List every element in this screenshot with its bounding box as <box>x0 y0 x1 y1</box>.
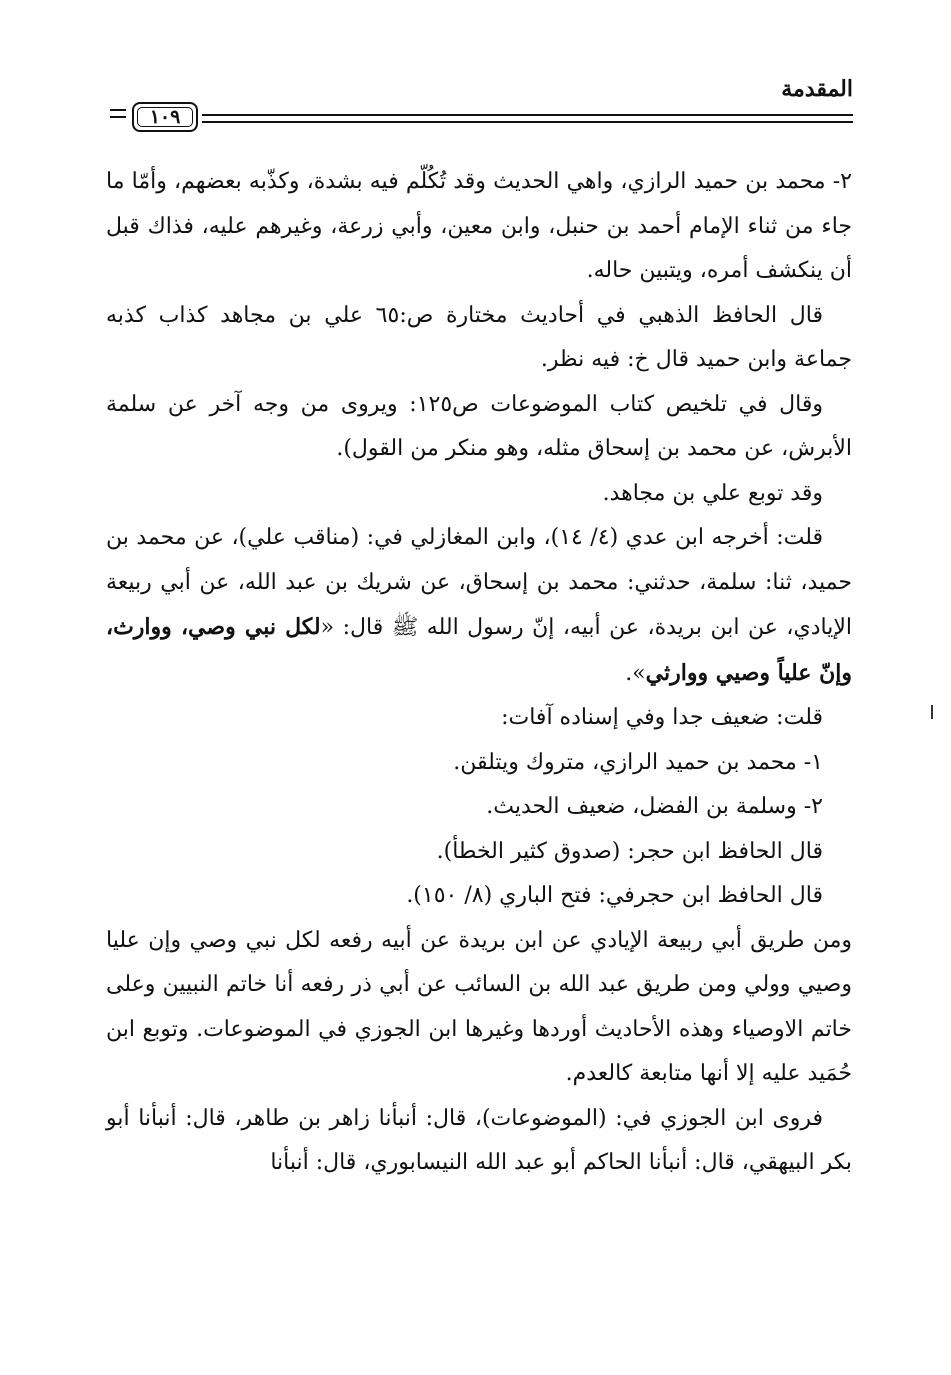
paragraph: فروى ابن الجوزي في: (الموضوعات)، قال: أنبأنا زاهر بن طاهر، قال: أنبأنا أبو بكر البيهقي، قال: أنبأنا الحاكم أبو عبد الله النيسابوري، قال: أنبأنا <box>106 1105 852 1175</box>
header-rule <box>202 121 853 123</box>
paragraph: قال الحافظ الذهبي في أحاديث مختارة ص:٦٥ علي بن مجاهد كذاب كذبه جماعة وابن حميد قال خ: فيه نظر. <box>106 302 852 372</box>
paragraph: وقد توبع علي بن مجاهد. <box>602 480 823 506</box>
section-title: المقدمة <box>781 76 853 102</box>
paragraph: قال الحافظ ابن حجرفي: فتح الباري (٨/ ١٥٠). <box>406 883 823 908</box>
header-ornament <box>110 109 126 111</box>
list-item: ١- محمد بن حميد الرازي، متروك ويتلقن. <box>453 749 823 775</box>
margin-mark <box>931 705 933 719</box>
paragraph: ٢- محمد بن حميد الرازي، واهي الحديث وقد تُكُلّم فيه بشدة، وكذّبه بعضهم، وأمّا ما جاء من ثناء الإمام أحمد بن حنبل، وابن معين، وأبي زرعة، وغيرهم عليه، فذاك قبل أن ينكشف أمره، ويتبين حاله. <box>106 169 852 283</box>
paragraph-text: ». <box>625 660 646 686</box>
paragraph: قلت: ضعيف جدا وفي إسناده آفات: <box>501 705 823 730</box>
page-header <box>108 74 853 134</box>
paragraph: وقال في تلخيص كتاب الموضوعات ص١٢٥: ويروى من وجه آخر عن سلمة الأبرش، عن محمد بن إسحاق مثله، وهو منكر من القول). <box>106 391 852 461</box>
paragraph: ومن طريق أبي ربيعة الإيادي عن ابن بريدة عن أبيه رفعه لكل نبي وصي وإن عليا وصيي وولي ومن طريق عبد الله بن السائب عن أبي ذر رفعه أنا خاتم النبيين وعلى خاتم الاوصياء وهذه الأحاديث أوردها وغيرها ابن الجوزي في الموضوعات. وتوبع ابن حُمَيد عليه إلا أنها متابعة كالعدم. <box>106 927 852 1086</box>
paragraph <box>106 516 852 696</box>
list-item: ٢- وسلمة بن الفضل، ضعيف الحديث. <box>486 794 823 819</box>
header-rule <box>202 114 853 116</box>
page-body <box>106 160 852 1186</box>
paragraph-text: قلت: أخرجه ابن عدي (٤/ ١٤)، وابن المغازلي في: (مناقب علي)، عن محمد بن حميد، ثنا: سلمة، حدثني: محمد بن إسحاق، عن شريك بن عبد الله، عن أبي ربيعة الإيادي، عن ابن بريدة، عن أبيه، إنّ رسول الله ﷺ قال: « <box>106 525 852 640</box>
page-number-frame <box>132 102 198 132</box>
paragraph: قال الحافظ ابن حجر: (صدوق كثير الخطأ). <box>436 838 823 864</box>
page-number: ١٠٩ <box>149 106 181 128</box>
hadith-quote: لكل نبي وصي، ووارث، وإنّ علياً وصيي ووارثي <box>106 614 852 686</box>
